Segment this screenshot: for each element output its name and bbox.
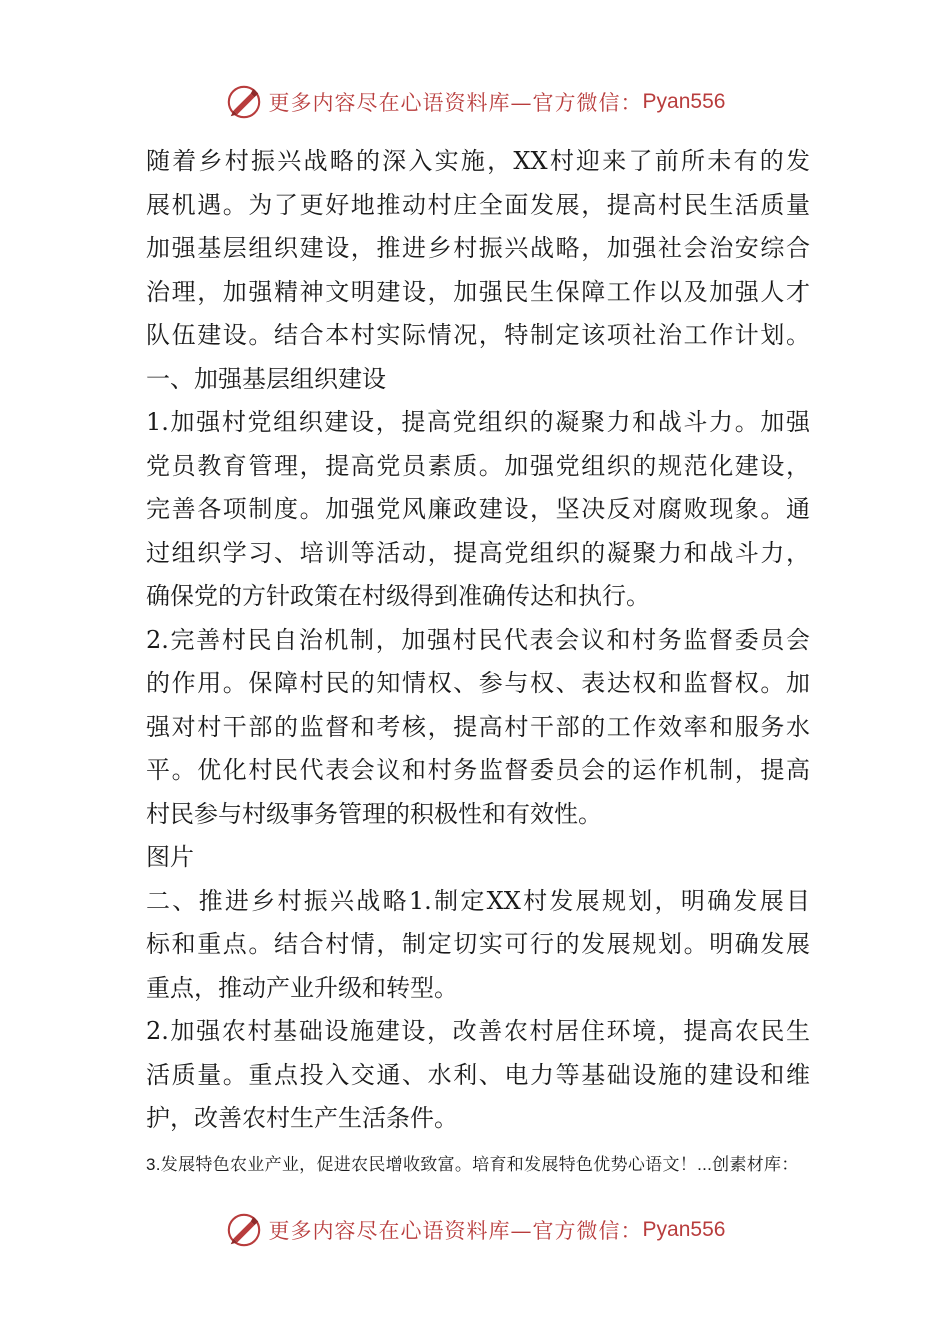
body-line: 平。优化村民代表会议和村务监督委员会的运作机制，提高	[146, 756, 810, 784]
body-line: 队伍建设。结合本村实际情况，特制定该项社治工作计划。	[146, 321, 810, 349]
body-line: 党员教育管理，提高党员素质。加强党组织的规范化建设，	[146, 451, 810, 480]
body-line: 2.完善村民自治机制，加强村民代表会议和村务监督委员会	[146, 625, 810, 654]
body-line: 1.加强村党组织建设，提高党组织的凝聚力和战斗力。加强	[146, 408, 810, 436]
image-placeholder-label: 图片	[146, 843, 194, 871]
banner-wechat-id: Pyan556	[642, 90, 726, 113]
banner-text: 更多内容尽在心语资料库—官方微信：	[268, 1219, 643, 1243]
banner-text: 更多内容尽在心语资料库—官方微信：	[268, 91, 643, 115]
section-heading: 一、加强基层组织建设	[146, 364, 386, 393]
body-line: 完善各项制度。加强党风廉政建设，坚决反对腐败现象。通	[146, 495, 810, 523]
footer-text-line: 3.发展特色农业产业，促进农民增收致富。培育和发展特色优势心语文！...创素材库：	[146, 1155, 799, 1174]
body-line: 加强基层组织建设，推进乡村振兴战略，加强社会治安综合	[146, 234, 810, 262]
banner-wechat-id: Pyan556	[642, 1218, 726, 1241]
document-body	[146, 140, 810, 1141]
section-heading: 二、推进乡村振兴战略1.制定XX村发展规划，明确发展目	[146, 886, 810, 915]
body-line: 过组织学习、培训等活动，提高党组织的凝聚力和战斗力，	[146, 538, 810, 567]
body-line: 2.加强农村基础设施建设，改善农村居住环境，提高农民生	[146, 1017, 810, 1045]
body-line: 重点，推动产业升级和转型。	[146, 973, 458, 1002]
body-line: 强对村干部的监督和考核，提高村干部的工作效率和服务水	[146, 712, 810, 741]
body-line: 随着乡村振兴战略的深入实施，XX村迎来了前所未有的发	[146, 147, 810, 175]
body-line: 展机遇。为了更好地推动村庄全面发展，提高村民生活质量	[146, 190, 810, 219]
pen-logo-icon	[225, 83, 263, 121]
body-line: 的作用。保障村民的知情权、参与权、表达权和监督权。加	[146, 669, 810, 697]
pen-logo-icon	[225, 1211, 263, 1249]
header-banner	[0, 80, 950, 124]
body-line: 确保党的方针政策在村级得到准确传达和执行。	[146, 582, 650, 610]
body-line: 治理，加强精神文明建设，加强民生保障工作以及加强人才	[146, 277, 810, 306]
footer-banner	[0, 1208, 950, 1252]
body-line: 村民参与村级事务管理的积极性和有效性。	[146, 799, 602, 828]
body-line: 护，改善农村生产生活条件。	[146, 1104, 458, 1132]
body-line: 标和重点。结合村情，制定切实可行的发展规划。明确发展	[146, 930, 810, 958]
body-line: 活质量。重点投入交通、水利、电力等基础设施的建设和维	[146, 1060, 810, 1089]
